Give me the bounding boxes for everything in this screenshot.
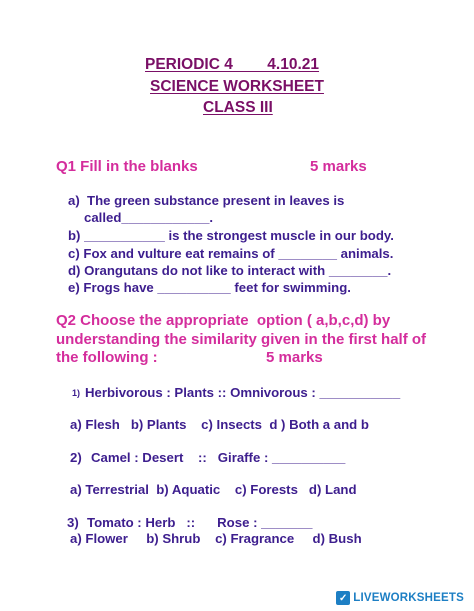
q1-item-d: d) Orangutans do not like to interact with ________. <box>68 263 392 278</box>
q1-item-b: b) ___________ is the strongest muscle in our body. <box>68 228 394 243</box>
q2-marks: 5 marks <box>266 349 323 366</box>
liveworksheets-logo-icon: ✓ <box>336 591 350 605</box>
q2-item3-question: Tomato : Herb :: Rose : _______ <box>87 515 313 530</box>
q1-marks: 5 marks <box>310 158 367 175</box>
q2-title-line1: Q2 Choose the appropriate option ( a,b,c,d) by <box>56 312 391 329</box>
q2-title-line2: understanding the similarity given in the first half of <box>56 331 427 348</box>
liveworksheets-brand[interactable] <box>336 591 464 605</box>
q2-item2-question: Camel : Desert :: Giraffe : __________ <box>91 450 346 465</box>
q1-item-c: c) Fox and vulture eat remains of ________ animals. <box>68 246 394 261</box>
q2-item1-number: 1) <box>72 388 81 398</box>
q2-item3-number: 3) <box>67 515 79 530</box>
q1-title: Q1 Fill in the blanks <box>56 158 198 175</box>
q2-item3-options: a) Flower b) Shrub c) Fragrance d) Bush <box>70 531 362 546</box>
q2-title-line3: the following : <box>56 349 158 366</box>
worksheet-header-line2: SCIENCE WORKSHEET <box>150 78 324 95</box>
q2-item1-options: a) Flesh b) Plants c) Insects d ) Both a and b <box>70 417 369 432</box>
q2-item2-options: a) Terrestrial b) Aquatic c) Forests d) Land <box>70 482 357 497</box>
q1-item-a: a) The green substance present in leaves is <box>68 193 345 208</box>
q1-item-a-cont: called____________. <box>84 210 214 225</box>
q2-item2-number: 2) <box>70 450 82 465</box>
q1-item-e: e) Frogs have __________ feet for swimming. <box>68 280 351 295</box>
liveworksheets-brand-label: LIVEWORKSHEETS <box>353 592 464 604</box>
q2-item1-question: Herbivorous : Plants :: Omnivorous : ___________ <box>85 385 401 400</box>
worksheet-header-line1: PERIODIC 4 4.10.21 <box>145 56 320 73</box>
worksheet-header-line3: CLASS III <box>203 99 273 116</box>
